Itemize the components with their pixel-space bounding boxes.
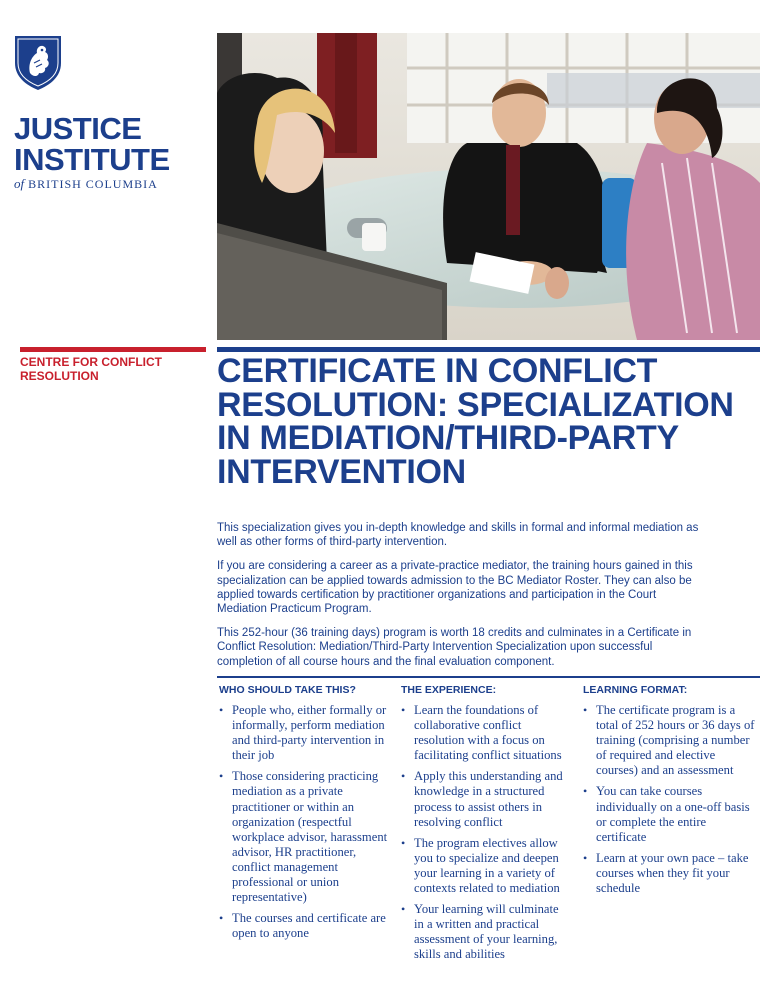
list-item: • Those considering practicing mediation as a private practitioner or within an organization (respectful workplace advisor, harassment advisor, HR practitioner, conflict management professional or union representative) bbox=[219, 769, 391, 905]
bullet-list bbox=[401, 703, 571, 963]
bullet-list bbox=[583, 703, 758, 896]
column-heading: LEARNING FORMAT: bbox=[583, 684, 688, 696]
column-the-experience bbox=[401, 684, 571, 969]
intro-paragraph: This 252-hour (36 training days) program is worth 18 credits and culminates in a Certificate in Conflict Resolution: Mediation/Third-Party Intervention Specialization upon successful completion of all course hours and the final evaluation component. bbox=[217, 627, 692, 668]
red-divider bbox=[20, 347, 206, 352]
columns-divider bbox=[217, 676, 760, 678]
logo-text-justice: JUSTICE bbox=[14, 111, 142, 146]
intro-paragraph: If you are considering a career as a private-practice mediator, the training hours gained in this specialization can be applied towards admission to the BC Mediator Roster. They can also be applied towards certification by practitioner organizations and participation in the Court Mediation Practicum Program. bbox=[217, 560, 693, 616]
list-item: • The program electives allow you to specialize and deepen your learning in a variety of contexts related to mediation bbox=[401, 836, 571, 896]
list-item: • Your learning will culminate in a written and practical assessment of your learning, skills and abilities bbox=[401, 902, 571, 962]
hero-photo bbox=[217, 33, 760, 340]
logo-subtitle bbox=[14, 176, 158, 192]
logo-text-institute: INSTITUTE bbox=[14, 142, 170, 177]
list-item: • Learn at your own pace – take courses when they fit your schedule bbox=[583, 851, 758, 896]
list-item: • The certificate program is a total of 252 hours or 36 days of training (comprising a number of required and elective courses) and an assessment bbox=[583, 703, 758, 778]
column-heading: WHO SHOULD TAKE THIS? bbox=[219, 684, 356, 696]
list-item: • Apply this understanding and knowledge in a structured process to assist others in resolving conflict bbox=[401, 769, 571, 829]
list-item: • Learn the foundations of collaborative conflict resolution with a focus on facilitating conflict situations bbox=[401, 703, 571, 763]
logo-subtitle-region: BRITISH COLUMBIA bbox=[28, 177, 158, 191]
list-item: • You can take courses individually on a one-off basis or complete the entire certificate bbox=[583, 784, 758, 844]
list-item: • The courses and certificate are open to anyone bbox=[219, 911, 391, 941]
intro-section bbox=[217, 521, 707, 679]
column-heading: THE EXPERIENCE: bbox=[401, 684, 497, 696]
column-learning-format bbox=[583, 684, 758, 902]
department-label: CENTRE FOR CONFLICT RESOLUTION bbox=[20, 355, 162, 383]
list-item: • People who, either formally or informally, perform mediation and third-party intervention in their job bbox=[219, 703, 391, 763]
shield-crest-icon bbox=[12, 33, 64, 91]
column-who-should-take bbox=[219, 684, 391, 947]
intro-paragraph: This specialization gives you in-depth knowledge and skills in formal and informal mediation as well as other forms of third-party intervention. bbox=[217, 522, 699, 549]
page-title: CERTIFICATE IN CONFLICT RESOLUTION: SPECIALIZATION IN MEDIATION/THIRD-PARTY INTERVENTION bbox=[217, 352, 734, 491]
logo-subtitle-of: of bbox=[14, 176, 25, 191]
bullet-list bbox=[219, 703, 391, 941]
